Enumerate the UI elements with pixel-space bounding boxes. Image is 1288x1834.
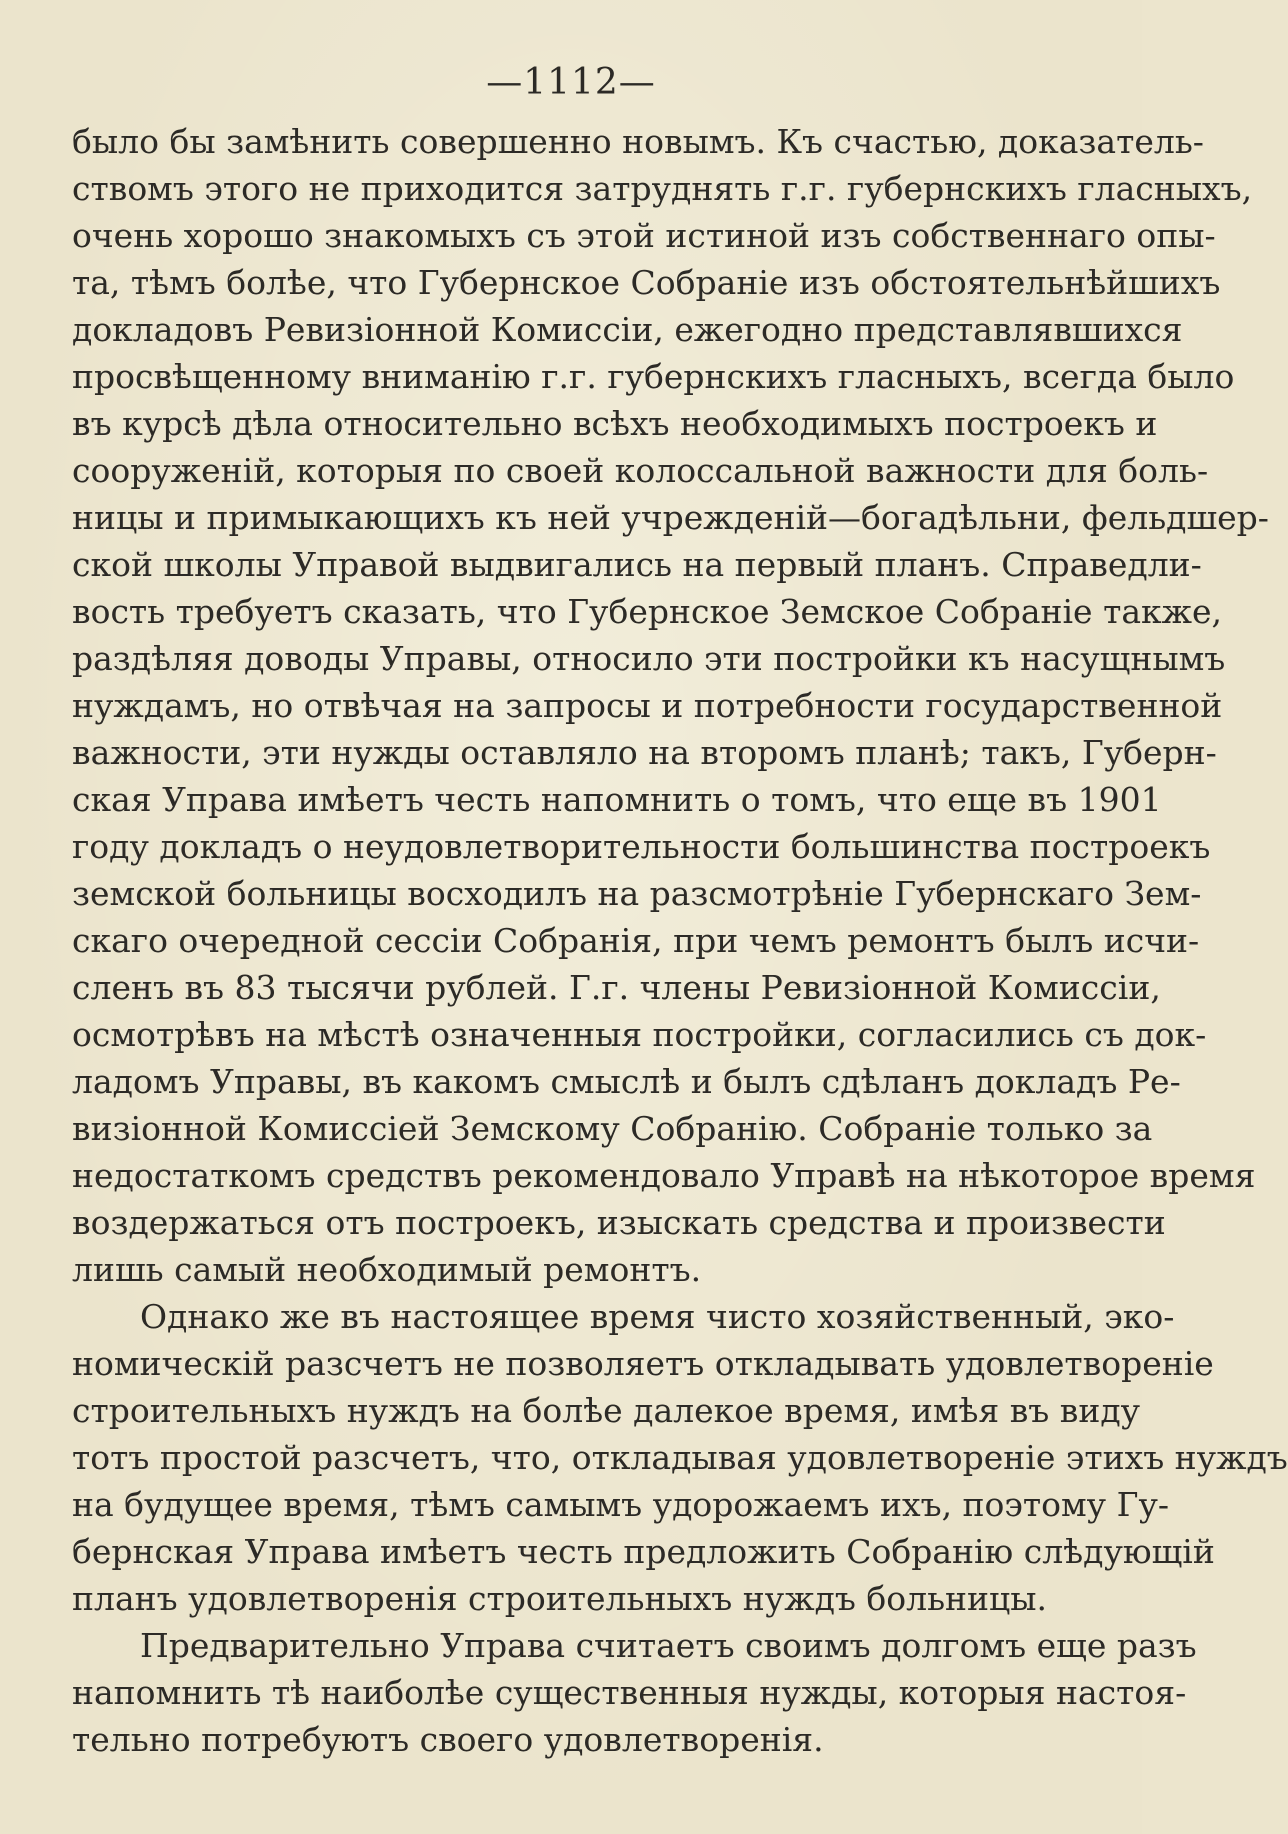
text-line: планъ удовлетворенія строительныхъ нуждъ больницы.	[72, 1579, 1047, 1618]
paragraph-start-line: Однако же въ настоящее время чисто хозяйственный, эко-	[140, 1297, 1175, 1336]
text-line: просвѣщенному вниманію г.г. губернскихъ гласныхъ, всегда было	[72, 357, 1235, 396]
page-number: —1112—	[486, 62, 656, 103]
text-line: ницы и примыкающихъ къ ней учрежденій—богадѣльни, фельдшер-	[72, 498, 1269, 537]
text-line: осмотрѣвъ на мѣстѣ означенныя постройки, согласились съ док-	[72, 1015, 1207, 1054]
text-line: тельно потребуютъ своего удовлетворенія.	[72, 1720, 824, 1759]
text-line: сленъ въ 83 тысячи рублей. Г.г. члены Ревизіонной Комиссіи,	[72, 968, 1161, 1007]
paragraph-start-line: Предварительно Управа считаетъ своимъ долгомъ еще разъ	[140, 1626, 1197, 1665]
text-line: важности, эти нужды оставляло на второмъ планѣ; такъ, Губерн-	[72, 733, 1217, 772]
text-line: бернская Управа имѣетъ честь предложить Собранію слѣдующій	[72, 1532, 1215, 1571]
text-line: номическій разсчетъ не позволяетъ откладывать удовлетвореніе	[72, 1344, 1214, 1383]
text-line: та, тѣмъ болѣе, что Губернское Собраніе изъ обстоятельнѣйшихъ	[72, 263, 1221, 302]
text-line: нуждамъ, но отвѣчая на запросы и потребности государственной	[72, 686, 1223, 725]
text-line: ладомъ Управы, въ какомъ смыслѣ и былъ сдѣланъ докладъ Ре-	[72, 1062, 1181, 1101]
text-line: строительныхъ нуждъ на болѣе далекое время, имѣя въ виду	[72, 1391, 1141, 1430]
text-line: напомнить тѣ наиболѣе существенныя нужды, которыя настоя-	[72, 1673, 1187, 1712]
text-line: очень хорошо знакомыхъ съ этой истиной изъ собственнаго опы-	[72, 216, 1216, 255]
text-line: ская Управа имѣетъ честь напомнить о томъ, что еще въ 1901	[72, 780, 1162, 819]
text-line: было бы замѣнить совершенно новымъ. Къ счастью, доказатель-	[72, 122, 1204, 161]
text-line: году докладъ о неудовлетворительности большинства построекъ	[72, 827, 1211, 866]
text-line: скаго очередной сессіи Собранія, при чемъ ремонтъ былъ исчи-	[72, 921, 1200, 960]
text-line: ствомъ этого не приходится затруднять г.г. губернскихъ гласныхъ,	[72, 169, 1253, 208]
text-line: раздѣляя доводы Управы, относило эти постройки къ насущнымъ	[72, 639, 1226, 678]
text-line: лишь самый необходимый ремонтъ.	[72, 1250, 702, 1289]
body-text	[72, 118, 1288, 1763]
text-line: ской школы Управой выдвигались на первый планъ. Справедли-	[72, 545, 1202, 584]
text-line: воздержаться отъ построекъ, изыскать средства и произвести	[72, 1203, 1166, 1242]
text-line: недостаткомъ средствъ рекомендовало Управѣ на нѣкоторое время	[72, 1156, 1256, 1195]
text-line: тотъ простой разсчетъ, что, откладывая удовлетвореніе этихъ нуждъ	[72, 1438, 1288, 1477]
text-line: сооруженій, которыя по своей колоссальной важности для боль-	[72, 451, 1209, 490]
text-line: въ курсѣ дѣла относительно всѣхъ необходимыхъ построекъ и	[72, 404, 1158, 443]
text-line: вость требуетъ сказать, что Губернское Земское Собраніе также,	[72, 592, 1223, 631]
text-line: докладовъ Ревизіонной Комиссіи, ежегодно представлявшихся	[72, 310, 1183, 349]
text-line: на будущее время, тѣмъ самымъ удорожаемъ ихъ, поэтому Гу-	[72, 1485, 1170, 1524]
text-line: земской больницы восходилъ на разсмотрѣніе Губернскаго Зем-	[72, 874, 1202, 913]
text-line: визіонной Комиссіей Земскому Собранію. Собраніе только за	[72, 1109, 1153, 1148]
